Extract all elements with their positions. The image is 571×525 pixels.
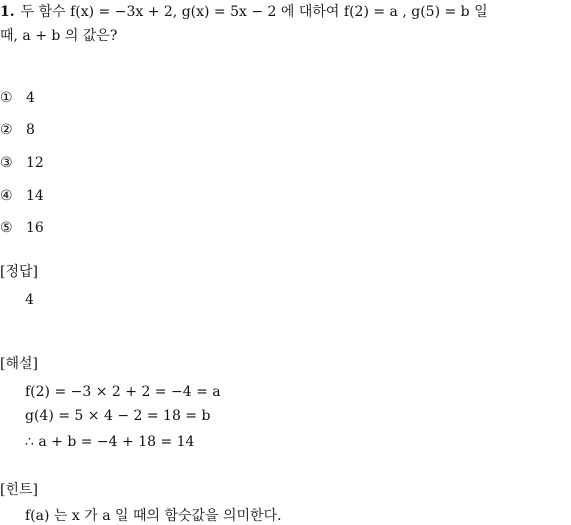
question-line-2: 때, a + b 의 값은? <box>0 28 118 44</box>
choice-3-value: 12 <box>26 155 44 171</box>
question-line-1 <box>0 3 488 21</box>
choice-4-mark: ④ <box>0 188 13 204</box>
choice-2-mark: ② <box>0 122 13 138</box>
hint-label: [힌트] <box>0 482 38 498</box>
question-text-line-1: 두 함수 f(x) = −3x + 2, g(x) = 5x − 2 에 대하여 f(2) = a , g(5) = b 일 <box>20 4 488 20</box>
choice-5-mark: ⑤ <box>0 220 13 236</box>
choice-3-mark: ③ <box>0 155 13 171</box>
answer-label: [정답] <box>0 264 38 280</box>
choice-1[interactable] <box>0 89 35 107</box>
choice-1-mark: ① <box>0 90 13 106</box>
explanation-line-1: f(2) = −3 × 2 + 2 = −4 = a <box>25 384 221 400</box>
explanation-line-3: ∴ a + b = −4 + 18 = 14 <box>25 434 195 450</box>
answer-value: 4 <box>25 292 34 308</box>
choice-5-value: 16 <box>26 220 44 236</box>
choice-2-value: 8 <box>26 122 35 138</box>
choice-5[interactable] <box>0 219 44 237</box>
choice-4-value: 14 <box>26 188 44 204</box>
explanation-line-2: g(4) = 5 × 4 − 2 = 18 = b <box>25 408 211 424</box>
hint-text: f(a) 는 x 가 a 일 때의 함숫값을 의미한다. <box>25 508 282 524</box>
explanation-label: [해설] <box>0 356 38 372</box>
choice-2[interactable] <box>0 121 35 139</box>
choice-1-value: 4 <box>26 90 35 106</box>
choice-3[interactable] <box>0 154 44 172</box>
choice-4[interactable] <box>0 187 44 205</box>
question-number: 1. <box>0 4 15 20</box>
